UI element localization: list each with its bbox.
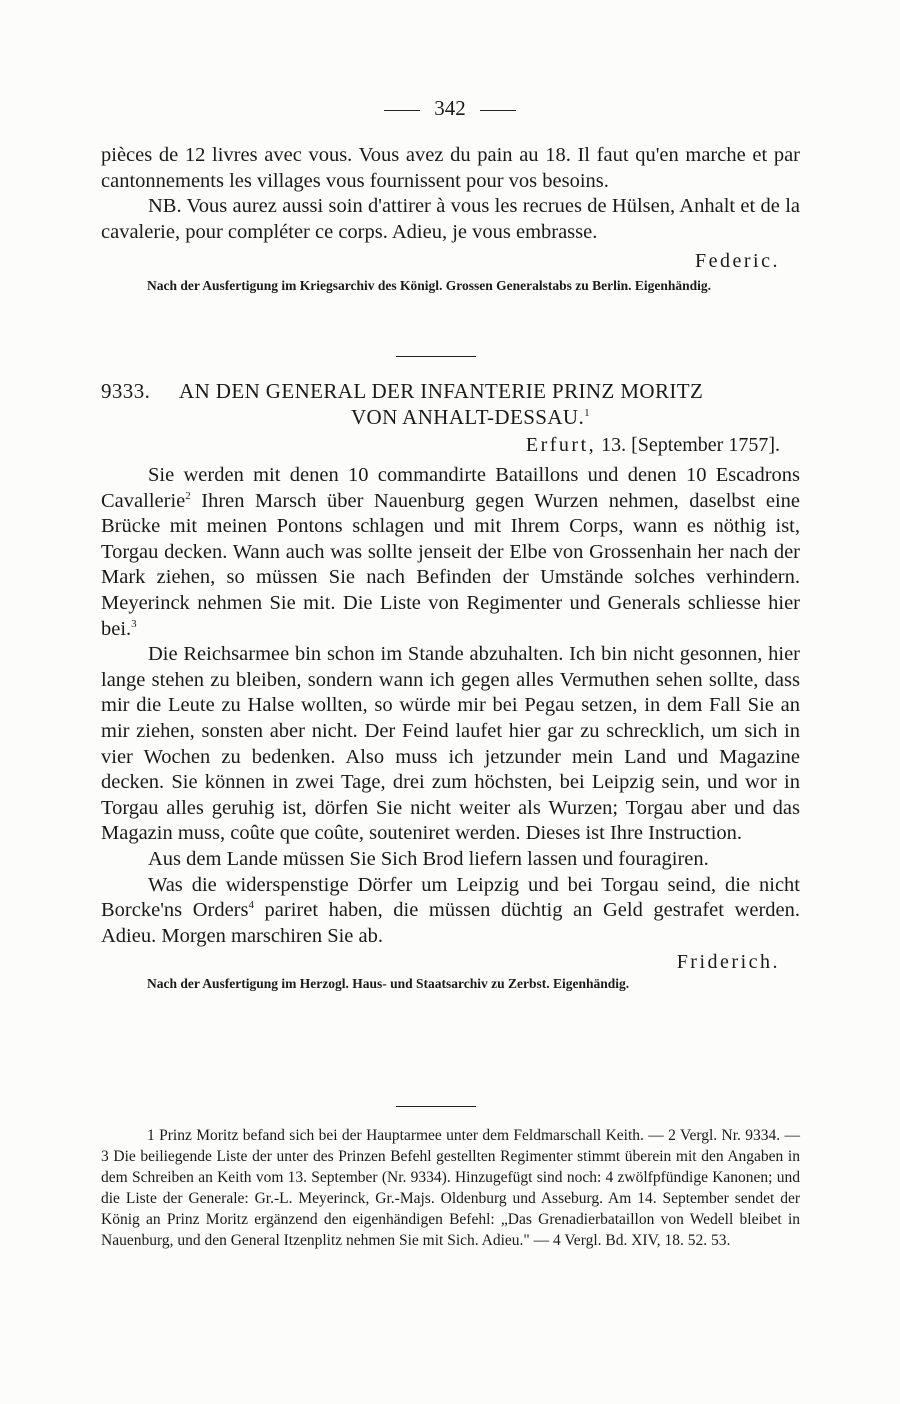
footnotes-text: 1 Prinz Moritz befand sich bei der Hauptarmee unter dem Feldmarschall Keith. — 2 Vergl. Nr. 9334. — 3 Die beiliegende Liste der unter des Prinzen Befehl gestellten Regimenter stimmt überein mit den Angaben in dem Schreiben an Keith vom 13. September (Nr. 9334). Hinzugefügt sind noch: 4 zwölfpfündige Kanonen; und die Liste der Generale: Gr.-L. Meyerinck, Gr.-Majs. Oldenburg und Asseburg. Am 14. September sendet der König an Prinz Moritz ergänzend den eigenhändigen Befehl: „Das Grenadierbataillon von Wedell bleibet in Nauenburg, und den General Itzenplitz nehmen Sie mit Sich. Adieu." — 4 Vergl. Bd. XIV, 18. 52. 53. bbox=[101, 1127, 800, 1249]
date: 13. [September 1757]. bbox=[601, 434, 780, 456]
heading-line-2-text: VON ANHALT-DESSAU. bbox=[350, 405, 585, 429]
letter-heading bbox=[101, 378, 800, 430]
letter-paragraph-3: Aus dem Lande müssen Sie Sich Brod liefern lassen und fouragiren. bbox=[148, 847, 709, 870]
letter-paragraph-2: Die Reichsarmee bin schon im Stande abzuhalten. Ich bin nicht gesonnen, hier lange stehen zu bleiben, sondern wann ich gegen alles Vermuthen sehen sollte, dass mir die Leute zu Halse wollten, so würde mir bei Pegau setzen, in dem Fall Sie an mir ziehen, sonsten aber nicht. Der Feind laufet hier gar zu schrecklich, um sich in vier Wochen zu bedenken. Also muss ich jetzunder mein Land und Magazine decken. Sie können in zwei Tage, drei zum höchsten, bei Leipzig sein, und wor in Torgau alles geruhig ist, dörfen Sie nicht weiter als Wurzen; Torgau aber und das Magazin muss, coûte que coûte, souteniret werden. Dieses ist Ihre Instruction. bbox=[101, 643, 800, 845]
source-note-letter: Nach der Ausfertigung im Herzogl. Haus- und Staatsarchiv zu Zerbst. Eigenhändig. bbox=[147, 976, 630, 992]
signature-friderich: Friderich. bbox=[676, 951, 780, 974]
page-number-dash-right bbox=[480, 110, 516, 111]
heading-line-2 bbox=[101, 404, 800, 430]
footnote-ref-3: 3 bbox=[131, 617, 137, 630]
letter-number: 9333. bbox=[101, 379, 151, 403]
footnote-ref-4: 4 bbox=[248, 899, 254, 912]
p1-text-b: Ihren Marsch über Nauenburg gegen Wurzen nehmen, daselbst eine Brücke mit meinen Pontons schlagen und mit Ihrem Corps, wann es nöthig ist, Torgau decken. Wann auch was sollte jenseit der Elbe von Grossenhain her nach der Mark ziehen, so müssen Sie nach Befinden der Umstände solches verhindern. Meyerinck nehmen Sie mit. Die Liste von Regimenter und Generals schliesse hier bei. bbox=[101, 489, 800, 640]
footnote-divider-rule bbox=[396, 1106, 476, 1107]
signature-federic: Federic. bbox=[695, 250, 780, 273]
footnote-ref-2: 2 bbox=[185, 489, 191, 502]
source-note-previous: Nach der Ausfertigung im Kriegsarchiv des Königl. Grossen Generalstabs zu Berlin. Eigenhändig. bbox=[147, 278, 712, 294]
page-number-dash-left bbox=[384, 110, 420, 111]
p4-text-b: pariret haben, die müssen düchtig an Geld gestrafet werden. Adieu. Morgen marschiren Sie ab. bbox=[101, 899, 800, 947]
letter-paragraph-4 bbox=[101, 873, 800, 950]
page-number bbox=[0, 96, 900, 121]
divider-rule bbox=[396, 356, 476, 357]
p1-text-a: Sie werden mit denen 10 commandirte Bataillons und denen 10 Escadrons Cavallerie bbox=[101, 464, 800, 512]
footnotes bbox=[101, 1125, 800, 1251]
heading-line-1: AN DEN GENERAL DER INFANTERIE PRINZ MORITZ bbox=[179, 379, 704, 403]
place-date bbox=[101, 434, 780, 457]
previous-letter-paragraph: pièces de 12 livres avec vous. Vous avez du pain au 18. Il faut qu'en marche et par cantonnements les villages vous fournissent pour vos besoins. bbox=[101, 144, 800, 192]
place: Erfurt, bbox=[525, 434, 597, 456]
previous-letter-end bbox=[101, 143, 800, 294]
nb-paragraph: NB. Vous aurez aussi soin d'attirer à vous les recrues de Hülsen, Anhalt et de la cavalerie, pour compléter ce corps. Adieu, je vous embrasse. bbox=[101, 195, 800, 243]
footnote-ref-1: 1 bbox=[584, 407, 591, 419]
page-number-text: 342 bbox=[434, 96, 466, 120]
p4-text-a: Was die widerspenstige Dörfer um Leipzig und bei Torgau seind, die nicht Borcke'ns Orders bbox=[101, 873, 800, 922]
letter-paragraph-1 bbox=[101, 463, 800, 642]
letter-body bbox=[101, 463, 800, 992]
